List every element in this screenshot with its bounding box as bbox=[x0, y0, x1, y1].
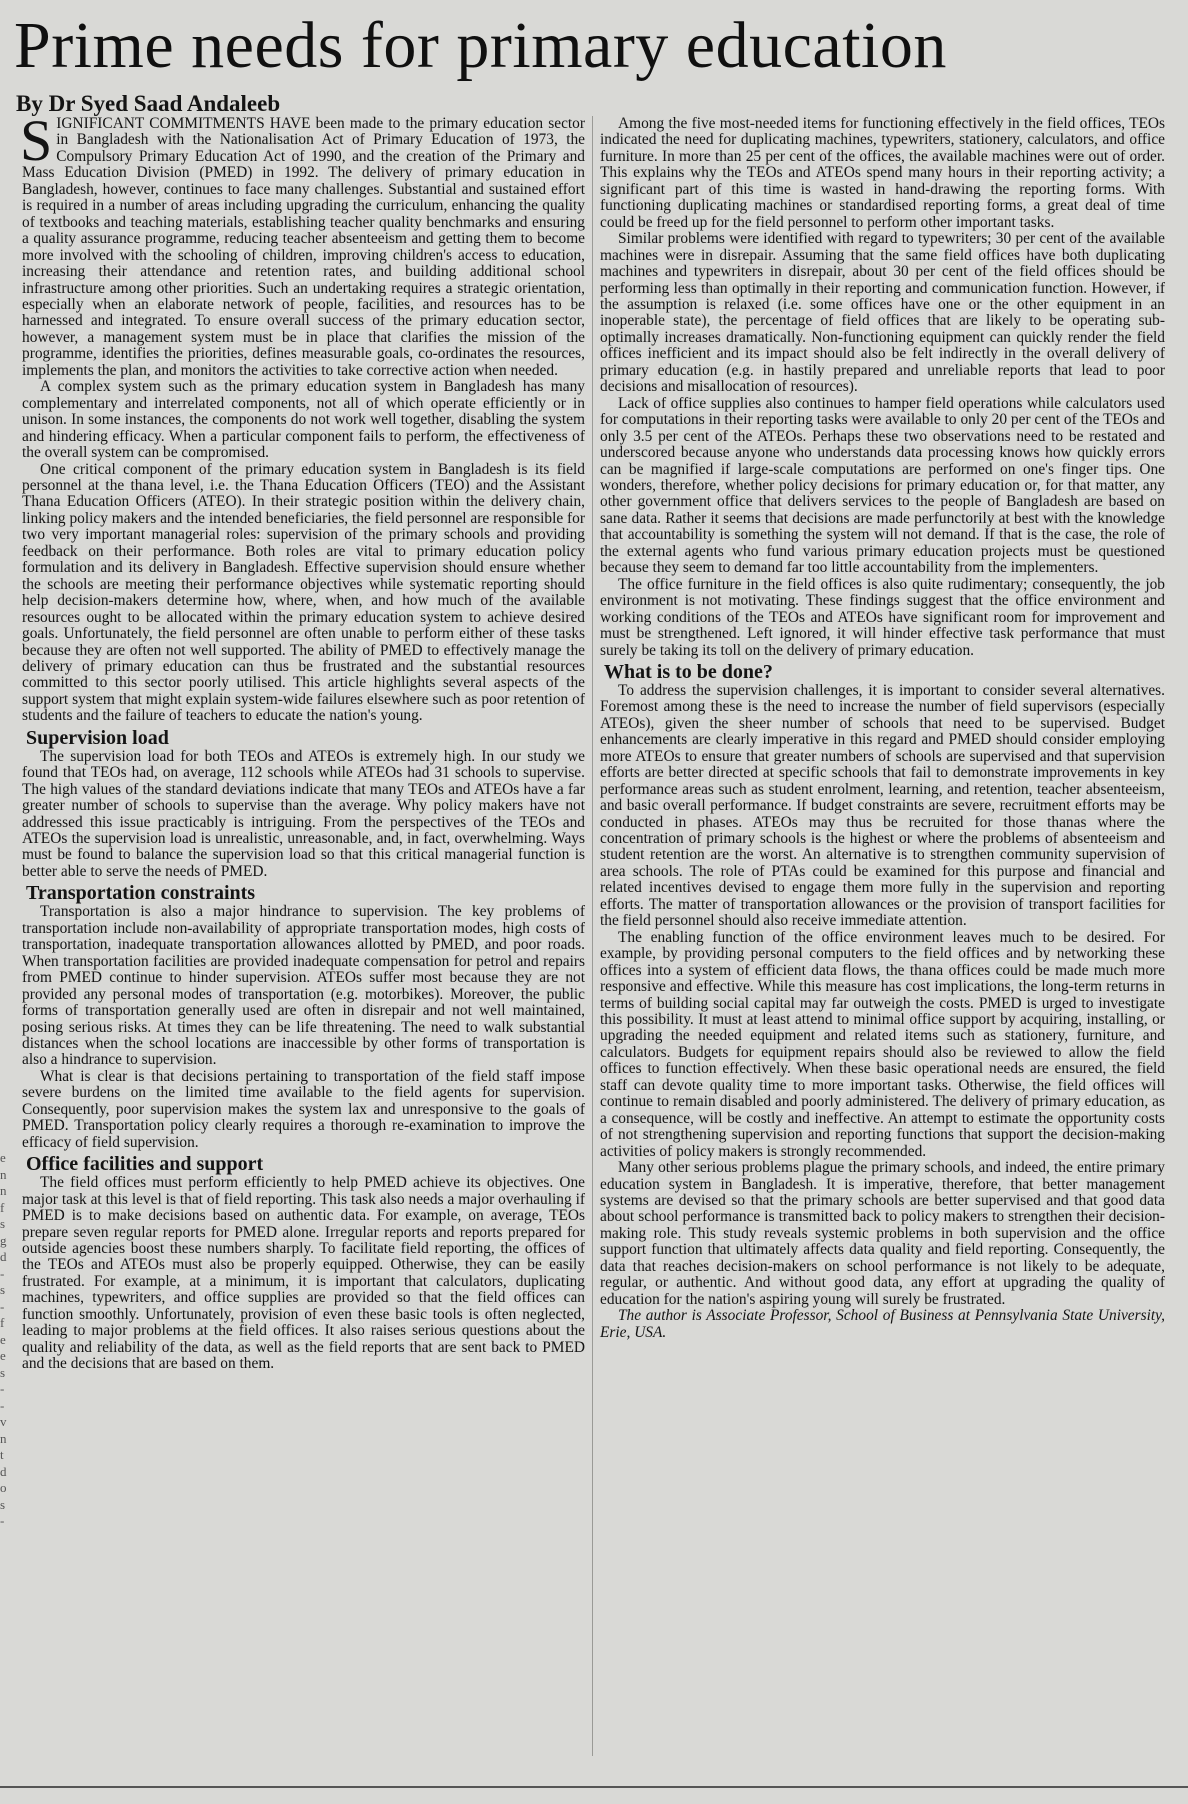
edge-fragment: f bbox=[0, 1315, 5, 1330]
edge-fragment: n bbox=[0, 1166, 7, 1182]
body-paragraph: Lack of office supplies also continues to hamper field operations while calculators used for computations in their reporting tasks were available to only 20 per cent of the TEOs and only 3.5 per cent of the ATEOs. Perhaps these two observations need to be restated and underscored because anyone who understands data processing knows how quickly errors can be magnified if large-scale computations are performed on one's finger tips. One wonders, therefore, whether policy decisions for primary education or, for that matter, any other government office that delivers services to the people of Bangladesh are based on sane data. Rather it seems that decisions are made perfunctorily at best with the knowledge that accountability is something the system will not demand. If that is the case, the role of the external agents who fund various primary education projects must be questioned because they seem to demand far too little accountability from the implementers. bbox=[600, 394, 1165, 577]
edge-fragment: s bbox=[0, 1216, 6, 1231]
left-column bbox=[20, 108, 585, 1373]
bottom-rule bbox=[0, 1786, 1188, 1788]
edge-fragment: s bbox=[0, 1364, 6, 1380]
body-paragraph: The office furniture in the field offices is also quite rudimentary; consequently, the job environment is not motivating. These findings suggest that the office environment and working conditions of the TEOs and ATEOs have significant room for improvement and must be strengthened. Left ignored, it will hinder effective task performance that must surely be taking its toll on the delivery of primary education. bbox=[600, 575, 1165, 659]
edge-fragment: e bbox=[0, 1348, 6, 1363]
adjacent-column-fragments bbox=[0, 1150, 12, 1530]
edge-fragment: - bbox=[0, 1513, 5, 1528]
body-paragraph: Transportation is also a major hindrance to supervision. The key problems of transportation include non-availability of appropriate transportation modes, high costs of transportation, inadequate transportation allowances allotted by PMED, and poor roads. When transportation facilities are provided inadequate compensation for petrol and repairs from PMED continue to hinder supervision. ATEOs suffer most because they are not provided any personal modes of transportation (e.g. motorbikes). Moreover, the public forms of transportation generally used are often in disrepair and not well maintained, posing serious risks. At times they can be life threatening. The need to walk substantial distances when the school locations are inaccessible by other forms of transportation is also a hindrance to supervision. bbox=[22, 903, 585, 1069]
author-credit: The author is Associate Professor, School of Business at Pennsylvania State University, Erie, USA. bbox=[600, 1307, 1165, 1341]
edge-fragment: e bbox=[0, 1331, 6, 1347]
body-paragraph: One critical component of the primary education system in Bangladesh is its field personnel at the thana level, i.e. the Thana Education Officers (TEO) and the Assistant Thana Education Officers (ATEO). In their strategic position within the delivery chain, linking policy makers and the intended beneficiaries, the field personnel are responsible for two very important managerial roles: supervision of the primary schools and providing feedback on their performance. Both roles are vital to primary education policy formulation and its delivery in Bangladesh. Effective supervision should ensure whether the schools are meeting their performance objectives while systematic reporting should help decision-makers determine how, where, when, and how much of the available resources ought to be allocated within the primary education system to achieve desired goals. Unfortunately, the field personnel are often unable to perform either of these tasks because they are often not well supported. The ability of PMED to effectively manage the delivery of primary education can thus be frustrated and the substantial resources committed to this sector poorly utilised. This article highlights several aspects of the support system that might explain system-wide failures elsewhere such as poor retention of students and the failure of teachers to educate the nation's young. bbox=[22, 460, 585, 725]
edge-fragment: n bbox=[0, 1430, 7, 1446]
edge-fragment: t bbox=[0, 1447, 4, 1462]
edge-fragment: o bbox=[0, 1480, 7, 1495]
body-paragraph: Similar problems were identified with regard to typewriters; 30 per cent of the available machines were in disrepair. Assuming that the same field offices have both duplicating machines and typewriters in disrepair, about 30 per cent of the field offices should be performing less than optimally in their reporting and communication function. However, if the assumption is relaxed (i.e. some offices have one or the other equipment in an inoperable state), the percentage of field offices that are likely to be operating sub-optimally increases dramatically. Non-functioning equipment can quickly render the field offices inefficient and its impact should also be felt indirectly in the overall delivery of primary education (e.g. in hastily prepared and unreliable reports that lead to poor decisions and misallocation of resources). bbox=[600, 230, 1165, 396]
drop-cap: S bbox=[20, 108, 53, 173]
edge-fragment: s bbox=[0, 1282, 6, 1297]
edge-fragment: s bbox=[0, 1496, 6, 1512]
edge-fragment: - bbox=[0, 1397, 5, 1413]
edge-fragment: f bbox=[0, 1199, 5, 1215]
edge-fragment: d bbox=[0, 1249, 7, 1264]
edge-fragment: d bbox=[0, 1463, 7, 1479]
section-heading: Transportation constraints bbox=[26, 882, 256, 905]
body-paragraph: Among the five most-needed items for functioning effectively in the field offices, TEOs indicated the need for duplicating machines, typewriters, stationery, calculators, and office furniture. In more than 25 per cent of the offices, the available machines were out of order. This explains why the TEOs and ATEOs spend many hours in their reporting activity; a significant part of this time is wasted in hand-drawing the reporting forms. With functioning duplicating machines or standardised reporting forms, a great deal of time could be freed up for the field personnel to perform other important tasks. bbox=[600, 115, 1165, 231]
lead-paragraph bbox=[20, 108, 585, 379]
edge-fragment: v bbox=[0, 1414, 7, 1429]
section-heading: What is to be done? bbox=[604, 660, 773, 683]
right-column bbox=[600, 116, 1165, 1341]
section-heading: Supervision load bbox=[26, 726, 169, 749]
edge-fragment: e bbox=[0, 1150, 6, 1165]
headline: Prime needs for primary education bbox=[14, 9, 947, 82]
body-paragraph: The field offices must perform efficiently to help PMED achieve its objectives. One major task at this level is that of field reporting. This task also needs a major overhauling if PMED is to make decisions based on authentic data. For example, on average, TEOs prepare seven regular reports for PMED alone. Irregular reports and reports prepared for outside agencies boost these numbers sharply. To facilitate field reporting, the offices of the TEOs and ATEOs must also be properly equipped. Otherwise, they can be easily frustrated. For example, at a minimum, it is important that calculators, duplicating machines, typewriters, and office supplies are provided so that the field offices can function smoothly. Unfortunately, provision of even these basic tools is often neglected, leading to major problems at the field offices. It also raises serious questions about the quality and reliability of the data, as well as the field reports that are sent back to PMED and the decisions that are based on them. bbox=[22, 1174, 585, 1373]
body-paragraph: A complex system such as the primary education system in Bangladesh has many complementary and interrelated components, not all of which operate efficiently or in unison. In some instances, the components do not work well together, disabling the system and hindering efficacy. When a particular component fails to perform, the effectiveness of the overall system can be compromised. bbox=[22, 378, 585, 462]
edge-fragment: n bbox=[0, 1183, 7, 1198]
body-paragraph: Many other serious problems plague the primary schools, and indeed, the entire primary education system in Bangladesh. It is imperative, therefore, that better management systems are devised so that the primary schools are better supervised and that good data about school performance is transmitted back to policy makers to strengthen their decision-making role. This study reveals systemic problems in both supervision and the office support function that ultimately affects data quality and field reporting. Consequently, the data that reaches decision-makers on school performance is not likely to be adequate, regular, or authentic. And without good data, any effort at upgrading the quality of education for the nation's aspiring young will surely be frustrated. bbox=[600, 1159, 1165, 1308]
edge-fragment: - bbox=[0, 1381, 5, 1396]
section-heading: Office facilities and support bbox=[26, 1153, 264, 1176]
body-paragraph: The supervision load for both TEOs and ATEOs is extremely high. In our study we found that TEOs had, on average, 112 schools while ATEOs had 31 schools to supervise. The high values of the standard deviations indicate that many TEOs and ATEOs have a far greater number of schools to supervise than the average. Why policy makers have not addressed this issue practicably is intriguing. From the perspectives of the TEOs and ATEOs the supervision load is unrealistic, unreasonable, and, in fact, overwhelming. Ways must be found to balance the supervision load so that this critical managerial function is better able to serve the needs of PMED. bbox=[22, 747, 585, 880]
column-divider bbox=[592, 116, 593, 1756]
edge-fragment: g bbox=[0, 1232, 7, 1248]
body-paragraph: The enabling function of the office environment leaves much to be desired. For example, by providing personal computers to the field offices and by networking these offices into a system of efficient data flows, the thana offices could be made much more responsive and effective. While this measure has cost implications, the long-term returns in terms of building social capital may far outweigh the costs. PMED is urged to investigate this possibility. It must at least attend to minimal office support by acquiring, installing, or upgrading the needed equipment and related items such as stationery, furniture, and calculators. Budgets for equipment repairs should also be reviewed to allow the field offices to function effectively. When these basic operational needs are ensured, the field staff can devote quality time to more important tasks. Otherwise, the field offices will continue to remain disabled and poorly administered. The delivery of primary education, as a consequence, will be costly and ineffective. An attempt to estimate the opportunity costs of not strengthening supervision and reporting functions that support the decision-making activities of policy makers is strongly recommended. bbox=[600, 928, 1165, 1160]
byline: By Dr Syed Saad Andaleeb bbox=[16, 91, 281, 116]
body-paragraph: What is clear is that decisions pertaining to transportation of the field staff impose severe burdens on the limited time available to the field agents for supervision. Consequently, poor supervision makes the system lax and unresponsive to the goals of PMED. Transportation policy clearly requires a thorough re-examination to improve the efficacy of field supervision. bbox=[22, 1067, 585, 1151]
edge-fragment: - bbox=[0, 1265, 5, 1281]
lead-text: IGNIFICANT COMMITMENTS HAVE been made to the primary education sector in Bangladesh with the Nationalisation Act of Primary Education of 1973, the Compulsory Primary Education Act of 1990, and the creation of the Primary and Mass Education Division (PMED) in 1992. The delivery of primary education in Bangladesh, however, continues to face many challenges. Substantial and sustained effort is required in a number of areas including upgrading the curriculum, enhancing the quality of textbooks and teaching materials, establishing teacher quality benchmarks and ensuring a quality assurance programme, reducing teacher absenteeism and getting them to become more involved with the schooling of children, improving children's access to education, increasing their attendance and retention rates, and building additional school infrastructure among other priorities. Such an undertaking requires a strategic orientation, especially when an elaborate network of people, facilities, and resources has to be harnessed and integrated. To ensure overall success of the primary education sector, however, a management system must be in place that clarifies the mission of the programme, identifies the priorities, defines measurable goals, co-ordinates the resources, implements the plan, and monitors the activities to take corrective action when needed. bbox=[22, 115, 585, 379]
edge-fragment: - bbox=[0, 1298, 5, 1314]
body-paragraph: To address the supervision challenges, it is important to consider several alternatives. Foremost among these is the need to increase the number of field supervisors (especially ATEOs), given the sheer number of schools that need to be supervised. Budget enhancements are clearly imperative in this regard and PMED should consider employing more ATEOs to ensure that greater numbers of schools are supervised and that supervision efforts are better directed at specific schools that fail to demonstrate improvements in key performance areas such as student enrolment, learning, and retention, teacher absenteeism, and basic overall performance. If budget constraints are severe, recruitment efforts may be conducted in phases. ATEOs may thus be recruited for those thanas where the concentration of primary schools is the highest or where the problems of absenteeism and student retention are the worst. An alternative is to strengthen community supervision of area schools. The role of PTAs could be examined for this purpose and financial and related incentives devised to engage them more fully in the supervision and reporting efforts. The matter of transportation allowances or the provision of transport facilities for the field personnel should also receive immediate attention. bbox=[600, 681, 1165, 930]
